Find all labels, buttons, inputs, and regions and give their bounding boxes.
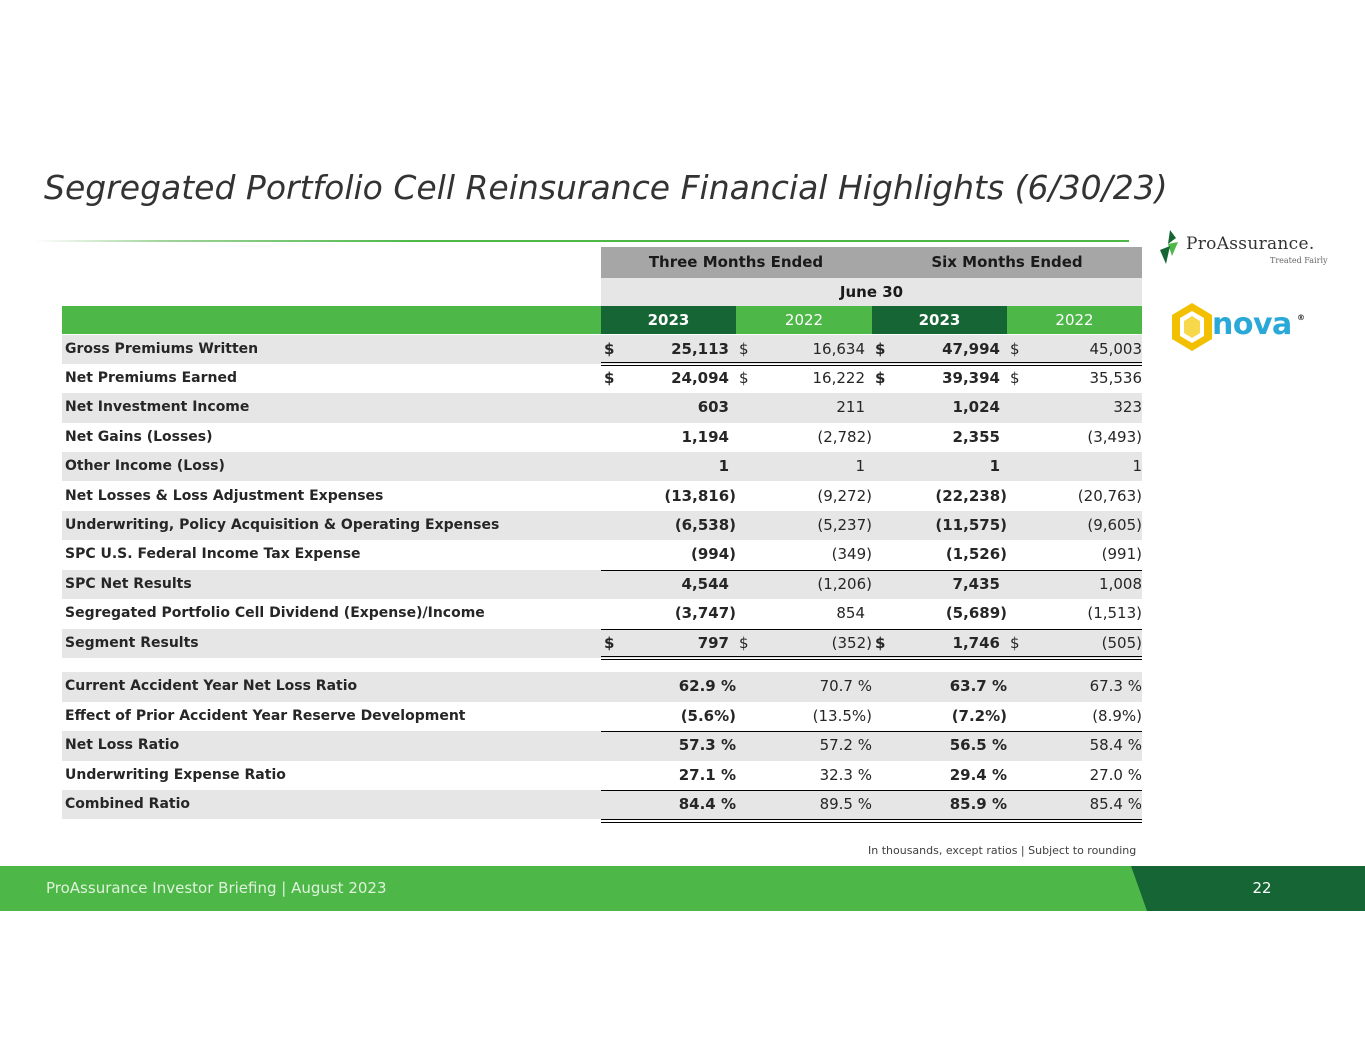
value-cell [601,570,736,599]
cell-value: (13.5%) [812,706,872,725]
cell-value: 1,746 [952,633,1000,652]
proassurance-tagline: Treated Fairly [1270,256,1328,265]
value-cell [736,570,872,599]
value-cell [872,672,1007,701]
cell-value: 24,094 [671,368,729,387]
value-cell [1007,482,1142,511]
currency-symbol: $ [604,368,615,387]
table-row [62,540,1142,569]
value-cell [872,423,1007,452]
row-label: SPC U.S. Federal Income Tax Expense [65,546,361,563]
value-cell [736,702,872,731]
cell-value: 58.4 % [1089,736,1142,755]
value-cell [1007,364,1142,393]
value-cell [601,672,736,701]
table-row [62,364,1142,393]
period-group-header [601,247,1142,278]
double-rule [601,819,1142,823]
proassurance-logo [1158,228,1333,272]
cell-value: 57.2 % [819,736,872,755]
cell-value: 27.0 % [1089,765,1142,784]
row-label: Net Gains (Losses) [65,428,213,445]
value-cell [1007,335,1142,364]
value-cell [872,540,1007,569]
cell-value: 84.4 % [678,795,736,813]
three-months-header: Three Months Ended [648,253,824,271]
table-row [62,482,1142,511]
currency-symbol: $ [739,368,749,387]
value-cell [872,511,1007,540]
cell-value: 1 [718,457,729,476]
cell-value: (505) [1101,633,1142,652]
cell-value: 797 [697,633,729,652]
cell-value: 39,394 [942,368,1000,387]
row-label: Net Loss Ratio [65,737,180,754]
cell-value: (1,206) [817,574,872,593]
table-row [62,423,1142,452]
single-rule [601,731,1142,732]
value-cell [1007,702,1142,731]
year-header-6m-2023: 2023 [872,306,1007,334]
inova-registered-mark: ® [1297,313,1305,322]
page-number: 22 [1252,879,1272,897]
cell-value: (5,237) [817,515,872,534]
value-cell [1007,540,1142,569]
value-cell [1007,570,1142,599]
cell-value: 16,634 [812,339,865,358]
cell-value: 32.3 % [819,765,872,784]
cell-value: 56.5 % [949,736,1007,755]
year-header-row [62,306,1142,334]
cell-value: (991) [1101,545,1142,564]
year-header-3m-2022: 2022 [784,311,824,329]
cell-value: (8.9%) [1092,706,1142,725]
currency-symbol: $ [1010,368,1020,387]
cell-value: 62.9 % [678,677,736,696]
value-cell [1007,452,1142,481]
cell-value: 7,435 [952,574,1000,593]
cell-value: 85.9 % [949,795,1007,813]
year-header-6m-2022: 2022 [1055,311,1094,329]
ratio-row [62,702,1142,731]
inova-logo [1170,301,1310,355]
cell-value: 35,536 [1089,368,1142,387]
cell-value: 4,544 [681,574,729,593]
ratio-row [62,761,1142,790]
currency-symbol: $ [875,339,886,358]
value-cell [736,790,872,819]
cell-value: (352) [831,633,872,652]
table-row [62,570,1142,599]
table-row [62,629,1142,658]
row-label: Combined Ratio [65,796,190,812]
value-cell [1007,790,1142,819]
value-cell [601,452,736,481]
cell-value: (3,747) [674,604,736,623]
cell-value: 2,355 [952,427,1000,446]
value-cell [601,393,736,422]
cell-value: 16,222 [812,368,865,387]
footer-text: ProAssurance Investor Briefing | August 2023 [46,879,387,897]
cell-value: 63.7 % [949,677,1007,696]
cell-value: 211 [836,398,865,417]
table-row [62,599,1142,628]
currency-symbol: $ [604,339,615,358]
cell-value: (994) [690,545,736,564]
cell-value: 1,024 [952,398,1000,417]
cell-value: (22,238) [935,486,1007,505]
value-cell [601,761,736,790]
currency-symbol: $ [604,633,615,652]
value-cell [736,761,872,790]
table-row [62,393,1142,422]
row-label: Current Accident Year Net Loss Ratio [65,678,358,695]
value-cell [601,540,736,569]
cell-value: (349) [831,545,872,564]
inova-name: nova [1212,307,1292,342]
cell-value: 29.4 % [949,765,1007,784]
value-cell [872,629,1007,658]
proassurance-name: ProAssurance. [1186,234,1315,254]
value-cell [736,335,872,364]
currency-symbol: $ [875,368,886,387]
cell-value: (6,538) [674,515,736,534]
value-cell [872,364,1007,393]
period-date-header: June 30 [601,278,1142,306]
value-cell [736,672,872,701]
footnote: In thousands, except ratios | Subject to rounding [868,844,1137,857]
cell-value: (9,605) [1087,515,1142,534]
title-divider [34,240,1129,242]
year-header-3m-2023: 2023 [601,306,736,334]
cell-value: (1,526) [945,545,1007,564]
value-cell [872,452,1007,481]
value-cell [601,335,736,364]
row-label: Other Income (Loss) [65,458,225,475]
row-label: Segment Results [65,634,199,651]
row-label: Underwriting Expense Ratio [65,766,286,783]
value-cell [872,599,1007,628]
row-label: Net Losses & Loss Adjustment Expenses [65,487,384,504]
cell-value: (1,513) [1087,604,1142,623]
cell-value: (5.6%) [680,706,736,725]
cell-value: (13,816) [664,486,736,505]
currency-symbol: $ [739,633,749,652]
value-cell [1007,731,1142,760]
value-cell [872,790,1007,819]
cell-value: 1 [989,457,1000,476]
value-cell [736,540,872,569]
cell-value: (2,782) [817,427,872,446]
value-cell [736,511,872,540]
value-cell [872,482,1007,511]
currency-symbol: $ [1010,633,1020,652]
cell-value: 89.5 % [819,795,872,813]
value-cell [1007,629,1142,658]
value-cell [601,364,736,393]
footer-bar [0,866,1365,911]
value-cell [1007,423,1142,452]
cell-value: 603 [697,398,729,417]
value-cell [601,599,736,628]
value-cell [872,393,1007,422]
value-cell [1007,599,1142,628]
value-cell [601,790,736,819]
value-cell [601,511,736,540]
page-title: Segregated Portfolio Cell Reinsurance Financial Highlights (6/30/23) [44,168,1168,207]
value-cell [736,629,872,658]
value-cell [736,452,872,481]
row-label: SPC Net Results [65,575,192,592]
value-cell [872,702,1007,731]
ratio-row [62,731,1142,760]
value-cell [1007,393,1142,422]
cell-value: 1 [1132,457,1142,476]
value-cell [736,393,872,422]
cell-value: 67.3 % [1089,677,1142,696]
single-rule [601,570,1142,571]
cell-value: (11,575) [935,515,1007,534]
cell-value: 85.4 % [1089,795,1142,813]
table-row [62,335,1142,364]
cell-value: (7.2%) [951,706,1007,725]
cell-value: (9,272) [817,486,872,505]
cell-value: 1 [855,457,865,476]
row-label: Segregated Portfolio Cell Dividend (Expense)/Income [65,605,485,622]
value-cell [601,629,736,658]
value-cell [1007,672,1142,701]
value-cell [1007,511,1142,540]
double-rule [601,362,1142,366]
six-months-header: Six Months Ended [931,253,1083,271]
currency-symbol: $ [1010,339,1020,358]
cell-value: 45,003 [1089,339,1142,358]
value-cell [1007,761,1142,790]
cell-value: (5,689) [945,604,1007,623]
value-cell [872,570,1007,599]
value-cell [736,599,872,628]
value-cell [736,364,872,393]
value-cell [736,731,872,760]
cell-value: 1,008 [1099,574,1142,593]
value-cell [736,482,872,511]
table-row [62,511,1142,540]
value-cell [872,335,1007,364]
row-label: Gross Premiums Written [65,340,259,357]
cell-value: (3,493) [1087,427,1142,446]
row-label: Net Premiums Earned [65,369,237,386]
ratio-row [62,672,1142,701]
cell-value: 25,113 [671,339,729,358]
inova-hexagon-icon [1170,301,1214,355]
row-label: Underwriting, Policy Acquisition & Operating Expenses [65,516,500,533]
ratio-row [62,790,1142,819]
cell-value: (20,763) [1077,486,1142,505]
proassurance-leaf-icon [1158,230,1184,266]
value-cell [736,423,872,452]
value-cell [872,761,1007,790]
currency-symbol: $ [739,339,749,358]
cell-value: 854 [836,604,865,623]
row-label: Effect of Prior Accident Year Reserve Development [65,707,466,724]
cell-value: 323 [1113,398,1142,417]
cell-value: 57.3 % [678,736,736,755]
single-rule [601,790,1142,791]
value-cell [601,423,736,452]
value-cell [601,482,736,511]
row-label: Net Investment Income [65,399,250,416]
single-rule [601,629,1142,630]
value-cell [872,731,1007,760]
cell-value: 1,194 [681,427,729,446]
double-rule [601,656,1142,660]
cell-value: 70.7 % [819,677,872,696]
value-cell [601,731,736,760]
value-cell [601,702,736,731]
table-row [62,452,1142,481]
cell-value: 27.1 % [678,765,736,784]
cell-value: 47,994 [942,339,1000,358]
currency-symbol: $ [875,633,886,652]
